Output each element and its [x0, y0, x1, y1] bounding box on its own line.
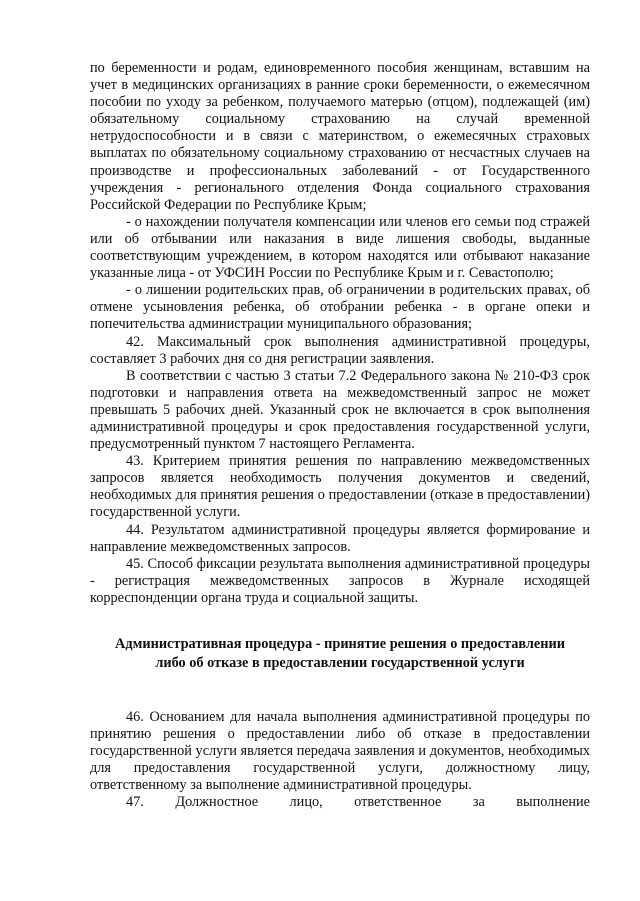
- paragraph-continuation: по беременности и родам, единовременного пособия женщинам, вставшим на учет в медицинских организациях в ранние сроки беременности, о ежемесячном пособии по уходу за ребенком, получаемого матерью (отцом), подлежащей (им) обязательному социальному страхованию на случай временной нетрудоспособности и в связи с материнством, о ежемесячных страховых выплатах по обязательному социальному страхованию от несчастных случаев на производстве и профессиональных заболеваний - от Государственного учреждения - регионального отделения Фонда социального страхования Российской Федерации по Республике Крым;: [90, 60, 590, 213]
- document-page: [90, 60, 590, 812]
- paragraph-parental-rights: - о лишении родительских прав, об ограничении в родительских правах, об отмене усыновления ребенка, об отобрании ребенка - в органе опеки и попечительства администрации муниципального образования;: [90, 282, 590, 333]
- paragraph-46: 46. Основанием для начала выполнения административной процедуры по принятию решения о предоставлении либо об отказе в предоставлении государственной услуги является передача заявления и документов, необходимых для предоставления государственной услуги, должностному лицу, ответственному за выполнение административной процедуры.: [90, 709, 590, 794]
- paragraph-45: 45. Способ фиксации результата выполнения административной процедуры - регистрация межведомственных запросов в Журнале исходящей корреспонденции органа труда и социальной защиты.: [90, 555, 590, 606]
- section-heading-line-2: либо об отказе в предоставлении государственной услуги: [155, 655, 525, 671]
- paragraph-47: 47. Должностное лицо, ответственное за выполнение: [126, 794, 590, 811]
- paragraph-custody-info: - о нахождении получателя компенсации или членов его семьи под стражей или об отбывании или наказания в виде лишения свободы, выданные соответствующим учреждением, в котором находятся или отбывают наказание указанные лица - от УФСИН России по Республике Крым и г. Севастополю;: [90, 213, 590, 282]
- paragraphs-top: [90, 60, 590, 607]
- paragraph-210fz: В соответствии с частью 3 статьи 7.2 Федерального закона № 210-ФЗ срок подготовки и направления ответа на межведомственный запрос не может превышать 5 рабочих дней. Указанный срок не включается в срок выполнения административной процедуры и срок предоставления государственной услуги, предусмотренный пунктом 7 настоящего Регламента.: [90, 367, 590, 453]
- section-heading-line-1: Административная процедура - принятие решения о предоставлении: [115, 636, 565, 652]
- paragraph-43: 43. Критерием принятия решения по направлению межведомственных запросов является необходимость получения документов и сведений, необходимых для принятия решения о предоставлении (отказе в предоставлении) государственной услуги.: [90, 453, 590, 521]
- paragraph-44: 44. Результатом административной процедуры является формирование и направление межведомственных запросов.: [90, 521, 590, 555]
- section-heading: [90, 635, 590, 673]
- paragraph-42: 42. Максимальный срок выполнения административной процедуры, составляет 3 рабочих дня со дня регистрации заявления.: [90, 333, 590, 367]
